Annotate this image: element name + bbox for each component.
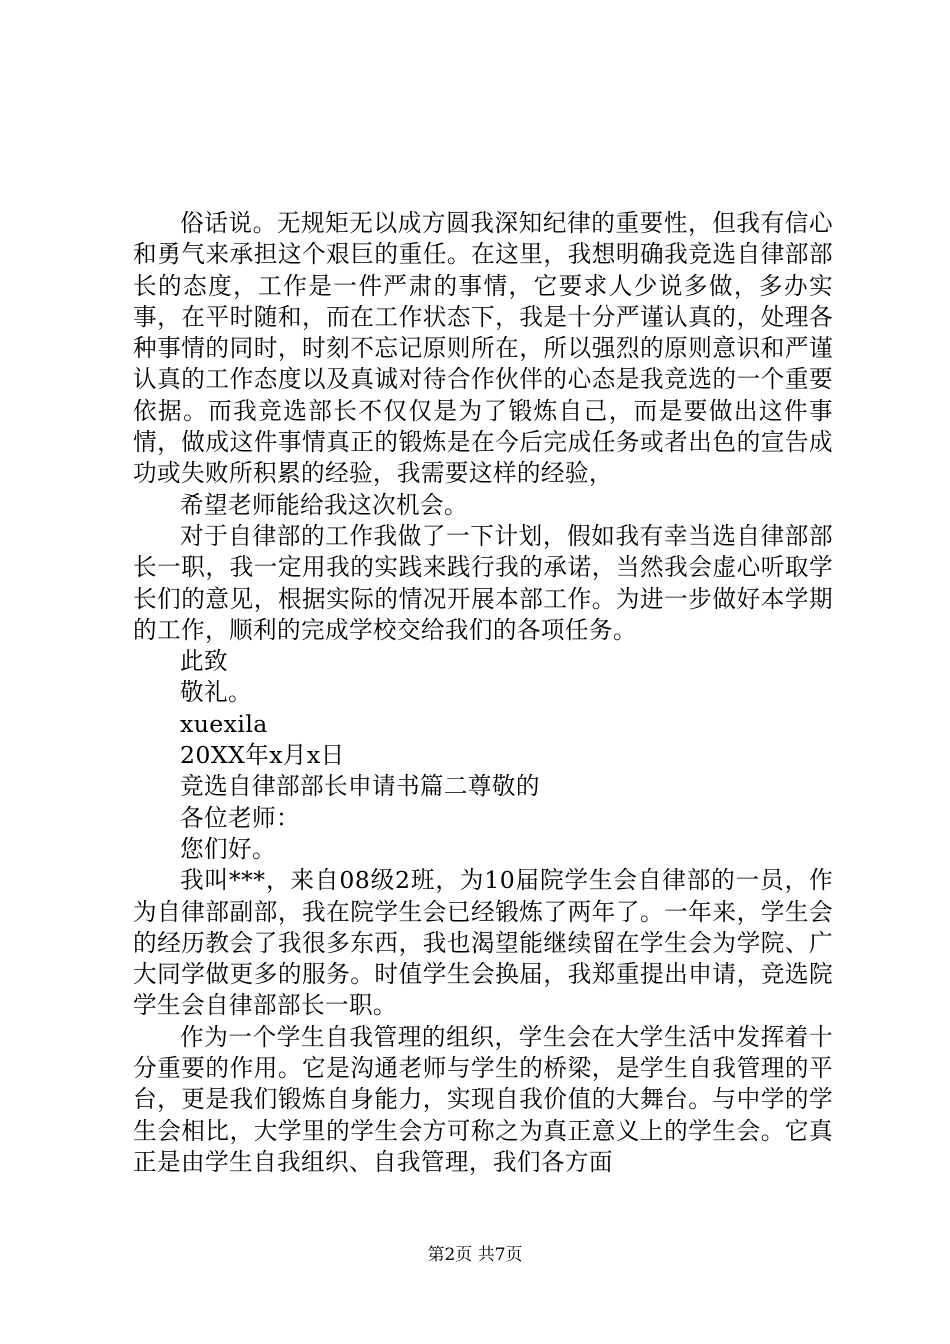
paragraph-1: 俗话说。无规矩无以成方圆我深知纪律的重要性，但我有信心和勇气来承担这个艰巨的重任。在这里，我想明确我竞选自律部部长的态度，工作是一件严肃的事情，它要求人少说多做，多办实事，在平时随和，而在工作状态下，我是十分严谨认真的，处理各种事情的同时，时刻不忘记原则所在，所以强烈的原则意识和严谨认真的工作态度以及真诚对待合作伙伴的心态是我竞选的一个重要依据。而我竞选部长不仅仅是为了锻炼自己，而是要做出这件事情，做成这件事情真正的锻炼是在今后完成任务或者出色的宣告成功或失败所积累的经验，我需要这样的经验， bbox=[133, 209, 833, 488]
section-heading: 竞选自律部部长申请书篇二尊敬的 bbox=[180, 772, 540, 801]
closing-respect: 敬礼。 bbox=[180, 678, 252, 707]
greeting-recipient: 各位老师： bbox=[180, 803, 300, 832]
paragraph-3: 对于自律部的工作我做了一下计划，假如我有幸当选自律部部长一职，我一定用我的实践来践行我的承诺，当然我会虚心听取学长们的意见，根据实际的情况开展本部工作。为进一步做好本学期的工作，顺利的完成学校交给我们的各项任务。 bbox=[133, 521, 833, 644]
page-number: 第2页 共7页 bbox=[427, 1245, 523, 1265]
signature-name: xuexila bbox=[180, 709, 268, 738]
signature-date: 20XX年x月x日 bbox=[180, 741, 345, 770]
paragraph-2: 希望老师能给我这次机会。 bbox=[180, 490, 468, 519]
paragraph-student-union: 作为一个学生自我管理的组织，学生会在大学生活中发挥着十分重要的作用。它是沟通老师与学生的桥梁，是学生自我管理的平台，更是我们锻炼自身能力，实现自我价值的大舞台。与中学的学生会相比，大学里的学生会方可称之为真正意义上的学生会。它真正是由学生自我组织、自我管理，我们各方面 bbox=[133, 1022, 833, 1176]
paragraph-introduction: 我叫***，来自08级2班，为10届院学生会自律部的一员，作为自律部副部，我在院学生会已经锻炼了两年了。一年来，学生会的经历教会了我很多东西，我也渴望能继续留在学生会为学院、广大同学做更多的服务。时值学生会换届，我郑重提出申请，竞选院学生会自律部部长一职。 bbox=[133, 866, 833, 1020]
greeting: 您们好。 bbox=[180, 834, 276, 863]
closing-salutation: 此致 bbox=[180, 647, 228, 676]
document-body bbox=[133, 208, 833, 1178]
